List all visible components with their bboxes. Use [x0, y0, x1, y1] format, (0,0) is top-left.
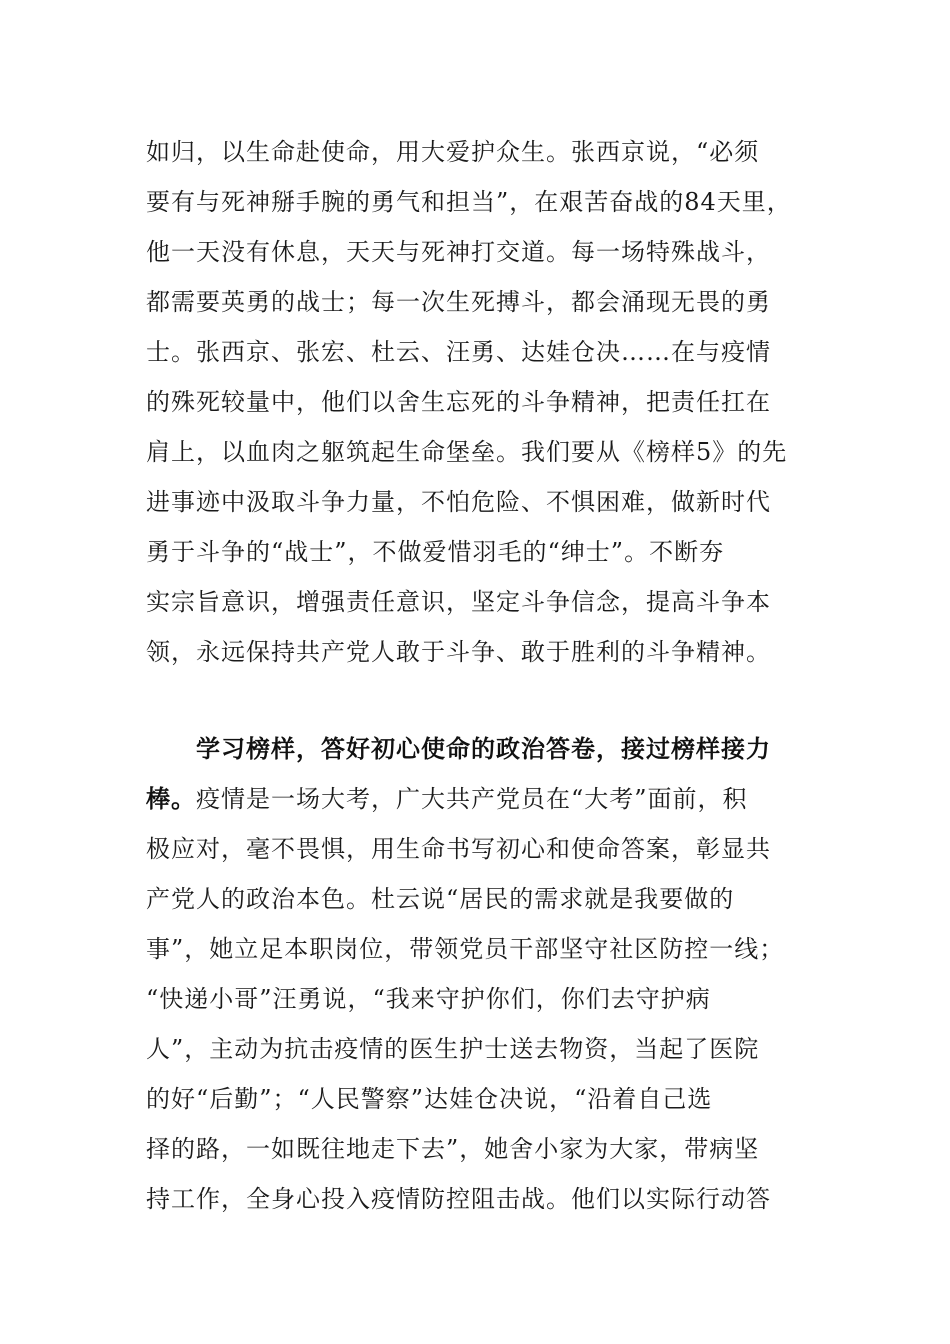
text-line: 持工作，全身心投入疫情防控阻击战。他们以实际行动答 — [146, 1185, 771, 1213]
text-line: 的殊死较量中，他们以舍生忘死的斗争精神，把责任扛在 — [146, 388, 771, 416]
text-line: 择的路，一如既往地走下去”，她舍小家为大家，带病坚 — [146, 1135, 760, 1163]
text-line — [146, 774, 826, 824]
text-line: 他一天没有休息，天天与死神打交道。每一场特殊战斗， — [146, 238, 771, 266]
text-line: “快递小哥”汪勇说，“我来守护你们，你们去守护病 — [146, 985, 711, 1013]
text-line: 极应对，毫不畏惧，用生命书写初心和使命答案，彰显共 — [146, 835, 771, 863]
text-line: 都需要英勇的战士；每一次生死搏斗，都会涌现无畏的勇 — [146, 288, 771, 316]
paragraph-heading: 学习榜样，答好初心使命的政治答卷，接过榜样接力 — [196, 734, 771, 763]
paragraph-heading-end: 棒。 — [146, 784, 196, 813]
text-line: 人”，主动为抗击疫情的医生护士送去物资，当起了医院 — [146, 1035, 760, 1063]
text-line-rest: 疫情是一场大考，广大共产党员在“大考”面前，积 — [196, 785, 748, 813]
text-line: 要有与死神掰手腕的勇气和担当”，在艰苦奋战的84天里， — [146, 188, 792, 216]
text-line: 产党人的政治本色。杜云说“居民的需求就是我要做的 — [146, 885, 735, 913]
text-line: 肩上，以血肉之躯筑起生命堡垒。我们要从《榜样5》的先 — [146, 438, 788, 466]
paragraph-struggle-spirit — [146, 127, 826, 677]
paragraph-original-mission — [146, 724, 826, 1224]
text-line: 事”，她立足本职岗位，带领党员干部坚守社区防控一线； — [146, 935, 785, 963]
text-line: 领，永远保持共产党人敢于斗争、敢于胜利的斗争精神。 — [146, 638, 771, 666]
text-line: 勇于斗争的“战士”，不做爱惜羽毛的“绅士”。不断夯 — [146, 538, 725, 566]
text-line: 如归，以生命赴使命，用大爱护众生。张西京说，“必须 — [146, 138, 760, 166]
text-line: 进事迹中汲取斗争力量，不怕危险、不惧困难，做新时代 — [146, 488, 771, 516]
text-line: 的好“后勤”；“人民警察”达娃仓决说，“沿着自己选 — [146, 1085, 713, 1113]
text-line: 实宗旨意识，增强责任意识，坚定斗争信念，提高斗争本 — [146, 588, 771, 616]
text-line: 士。张西京、张宏、杜云、汪勇、达娃仓决……在与疫情 — [146, 338, 771, 366]
